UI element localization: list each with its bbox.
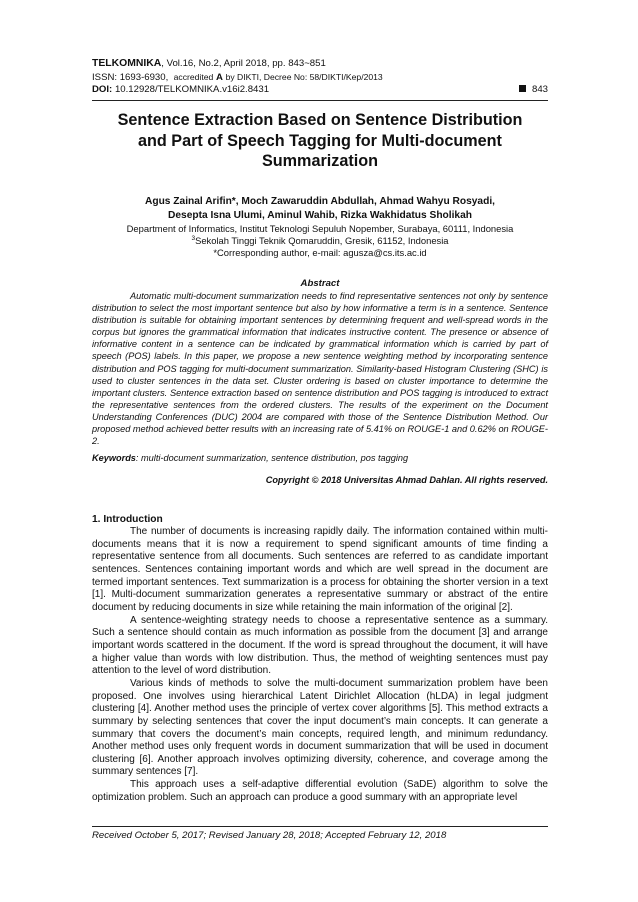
issn-line: [92, 71, 548, 85]
doi-value: 10.12928/TELKOMNIKA.v16i2.8431: [114, 84, 270, 96]
authors-line-2: Desepta Isna Ulumi, Aminul Wahib, Rizka Wakhidatus Sholikah: [168, 209, 472, 221]
paragraph: The number of documents is increasing rapidly daily. The information contained within multi-documents means that it is now a requirement to spend significant amounts of time finding a representative sentence from all documents. Such sentences are referred to as candidate important sentences. Sentences containing important words and which are well spread in the document are termed important sentences. Text summarization is a process for obtaining the shorter version in a text [1]. Multi-document summarization generates a representative summary or abstract of the entire document by reducing documents in size while retaining the main information of the original [2].: [92, 526, 548, 613]
keywords-label: Keywords: [92, 453, 136, 463]
header-rule: [92, 100, 548, 101]
journal-name: TELKOMNIKA: [92, 58, 162, 69]
volume-info: , Vol.16, No.2, April 2018, pp. 843~851: [161, 58, 326, 69]
accreditation-grade: A: [215, 71, 223, 83]
paper-title: [92, 110, 548, 172]
authors-line-1: Agus Zainal Arifin*, Moch Zawaruddin Abdullah, Ahmad Wahyu Rosyadi,: [145, 196, 495, 207]
received-dates: Received October 5, 2017; Revised January 28, 2018; Accepted February 12, 2018: [92, 830, 447, 841]
paragraph: Various kinds of methods to solve the multi-document summarization problem have been proposed. One involves using hierarchical Latent Dirichlet Allocation (hLDA) in legal judgment clustering [4]. Another method uses the principle of vertex cover algorithms [5]. This method extracts a summary by selecting sentences that cover the input document’s main concepts. It can generate a summary that covers the document’s main concepts, required length, and minimum redundancy. Another method uses only frequent words in document summarization that will be used in document clustering [6]. Another approach involves optimizing diversity, coherence, and coverage among the summary sentences [7].: [92, 677, 548, 778]
affiliation-2-text: Sekolah Tinggi Teknik Qomaruddin, Gresik, 61152, Indonesia: [195, 235, 449, 247]
issn: ISSN: 1693-6930,: [92, 71, 169, 83]
abstract-text: Automatic multi-document summarization needs to find representative sentences not only by sentence distribution to select the most important sentence but also by how informative a term is in a sentence. Sentence distribution is suitable for obtaining important sentences by determining frequent and well-spread words in the corpus but ignores the grammatical information that indicates instructive content. The presence or absence of informative content in a sentence can be indicated by grammatical information which is carried by part of speech (POS) labels. In this paper, we propose a new sentence weighting method by incorporating sentence distribution and POS tagging for multi-document summarization. Similarity-based Histogram Clustering (SHC) is used to cluster sentences in the data set. Cluster ordering is based on cluster importance to determine the important clusters. Sentence extraction based on sentence distribution and POS tagging is introduced to extract the representative sentences from the ordered clusters. The results of the experiment on the Document Understanding Conferences (DUC) 2004 are compared with those of the Sentence Distribution Method. Our proposed method achieved better results with an increasing rate of 5.41% on ROUGE-1 and 0.62% on ROUGE-2.: [92, 291, 548, 447]
affiliation-1: Department of Informatics, Institut Teknologi Sepuluh Nopember, Surabaya, 60111, Indonesia: [126, 223, 514, 234]
keywords-line: [92, 453, 548, 463]
title-line-2: and Part of Speech Tagging for Multi-document: [138, 131, 502, 150]
square-bullet-icon: [519, 85, 526, 92]
paragraph: This approach uses a self-adaptive differential evolution (SaDE) algorithm to solve the optimization problem. Such an approach can produce a good summary with an appropriate level: [92, 779, 548, 803]
doi-line: [92, 84, 548, 97]
affiliation-2: [92, 235, 548, 247]
section-heading-introduction: 1. Introduction: [92, 514, 163, 525]
accredited-label: accredited: [173, 71, 214, 82]
corresponding-author: *Corresponding author, e-mail: agusza@cs.its.ac.id: [213, 247, 427, 259]
journal-header: [92, 58, 548, 97]
introduction-body: [92, 526, 548, 804]
affiliations: [92, 223, 548, 260]
affiliation-superscript: 3: [191, 235, 196, 243]
title-line-1: Sentence Extraction Based on Sentence Distribution: [117, 111, 523, 129]
page-number: [519, 84, 548, 97]
title-line-3: Summarization: [261, 152, 379, 170]
keywords-text: : multi-document summarization, sentence distribution, pos tagging: [135, 453, 409, 463]
page-number-value: 843: [531, 84, 548, 96]
paragraph: A sentence-weighting strategy needs to choose a representative sentence as a summary. Such a sentence should contain as much information as possible from the document [3] and arrange important words scattered in the document. If the word is spread throughout the document, it will have a higher value than words with low distribution. Thus, the method of weighting sentences must pay attention to the level of word distribution.: [92, 614, 548, 677]
abstract-heading: Abstract: [300, 278, 340, 289]
author-list: [92, 195, 548, 222]
journal-citation-line: [92, 58, 548, 71]
doi-label: DOI:: [92, 84, 113, 96]
footer-rule: [92, 826, 548, 827]
accreditation-decree: by DIKTI, Decree No: 58/DIKTI/Kep/2013: [225, 71, 383, 82]
copyright-notice: Copyright © 2018 Universitas Ahmad Dahlan. All rights reserved.: [265, 475, 548, 485]
